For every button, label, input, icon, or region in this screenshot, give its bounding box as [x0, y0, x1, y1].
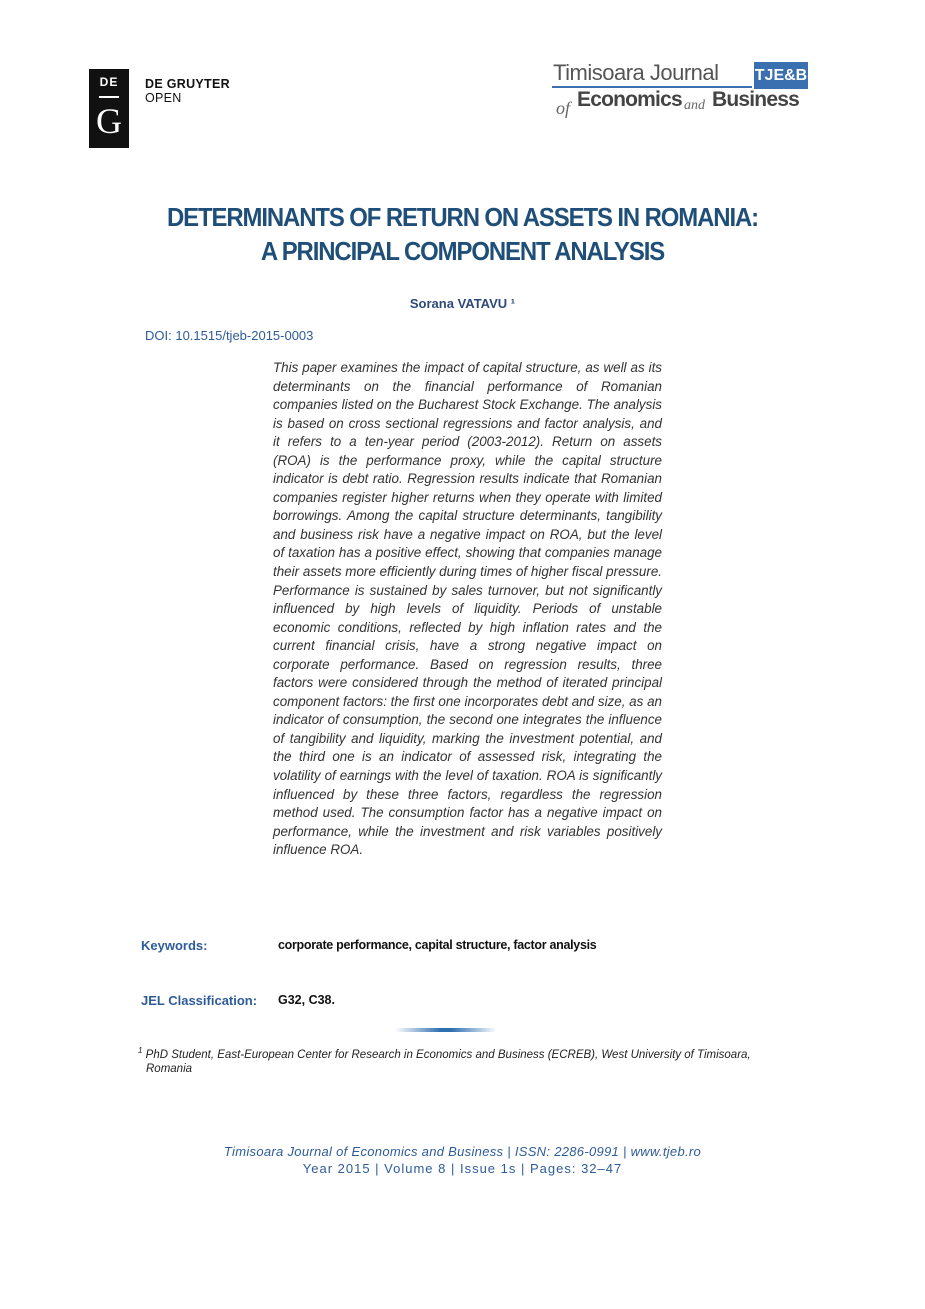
footnote-mark: 1: [138, 1046, 143, 1055]
title-line-1: DETERMINANTS OF RETURN ON ASSETS IN ROMANIA:: [166, 202, 759, 232]
keywords: corporate performance, capital structure, factor analysis: [278, 938, 597, 952]
footnote-divider: [395, 1028, 497, 1032]
journal-logo-title: Timisoara Journal: [553, 60, 719, 85]
paper-title: [147, 200, 777, 268]
journal-logo-business: Business: [712, 88, 799, 111]
footnote-text: PhD Student, East-European Center for Research in Economics and Business (ECREB), West University of Timisoara,: [145, 1048, 751, 1061]
journal-logo-economics: Economics: [577, 88, 682, 111]
keywords-label: Keywords:: [141, 938, 208, 953]
journal-logo-of: of: [556, 98, 571, 118]
footnote-text-2: Romania: [146, 1062, 193, 1075]
title-line-2: A PRINCIPAL COMPONENT ANALYSIS: [260, 236, 665, 266]
journal-logo-and: and: [684, 98, 705, 113]
jel-label: JEL Classification:: [141, 993, 258, 1008]
footnote: [138, 1044, 818, 1076]
logo-rule: [99, 96, 119, 98]
abstract: This paper examines the impact of capital structure, as well as its determinants on the financial performance of Romanian companies listed on the Bucharest Stock Exchange. The analysis is based on cross sectional regressions and factor analysis, and it refers to a ten-year period (2003-2012). Return on assets (ROA) is the performance proxy, while the capital structure indicator is debt ratio. Regression results indicate that Romanian companies register higher returns when they operate with limited borrowings. Among the capital structure determinants, tangibility and business risk have a negative impact on ROA, but the level of taxation has a positive effect, showing that companies manage their assets more efficiently during times of higher fiscal pressure. Performance is sustained by sales turnover, but not significantly influenced by high levels of liquidity. Periods of unstable economic conditions, reflected by high inflation rates and the current financial crisis, have a strong negative impact on corporate performance. Based on regression results, three factors were considered through the method of iterated principal component factors: the first one incorporates debt and size, as an indicator of consumption, the second one integrates the influence of tangibility and liquidity, marking the investment potential, and the third one is an indicator of assessed risk, integrating the volatility of earnings with the level of taxation. ROA is significantly influenced by these three factors, regardless the regression method used. The consumption factor has a negative impact on performance, while the investment and risk variables positively influence ROA.: [273, 360, 662, 858]
publisher-sub: OPEN: [145, 91, 182, 105]
footer-issue-info: Year 2015 | Volume 8 | Issue 1s | Pages: 32–47: [302, 1161, 623, 1176]
logo-top-text: DE: [99, 75, 119, 89]
footer-journal-info: Timisoara Journal of Economics and Business | ISSN: 2286-0991 | www.tjeb.ro: [223, 1144, 702, 1159]
author: Sorana VATAVU ¹: [409, 296, 516, 311]
jel-codes: G32, C38.: [278, 993, 335, 1007]
logo-letter: G: [96, 101, 122, 141]
publisher-name: DE GRUYTER: [145, 77, 230, 91]
doi[interactable]: DOI: 10.1515/tjeb-2015-0003: [145, 328, 314, 343]
journal-logo-badge: TJE&B: [754, 62, 808, 89]
de-gruyter-logo: [89, 69, 129, 148]
